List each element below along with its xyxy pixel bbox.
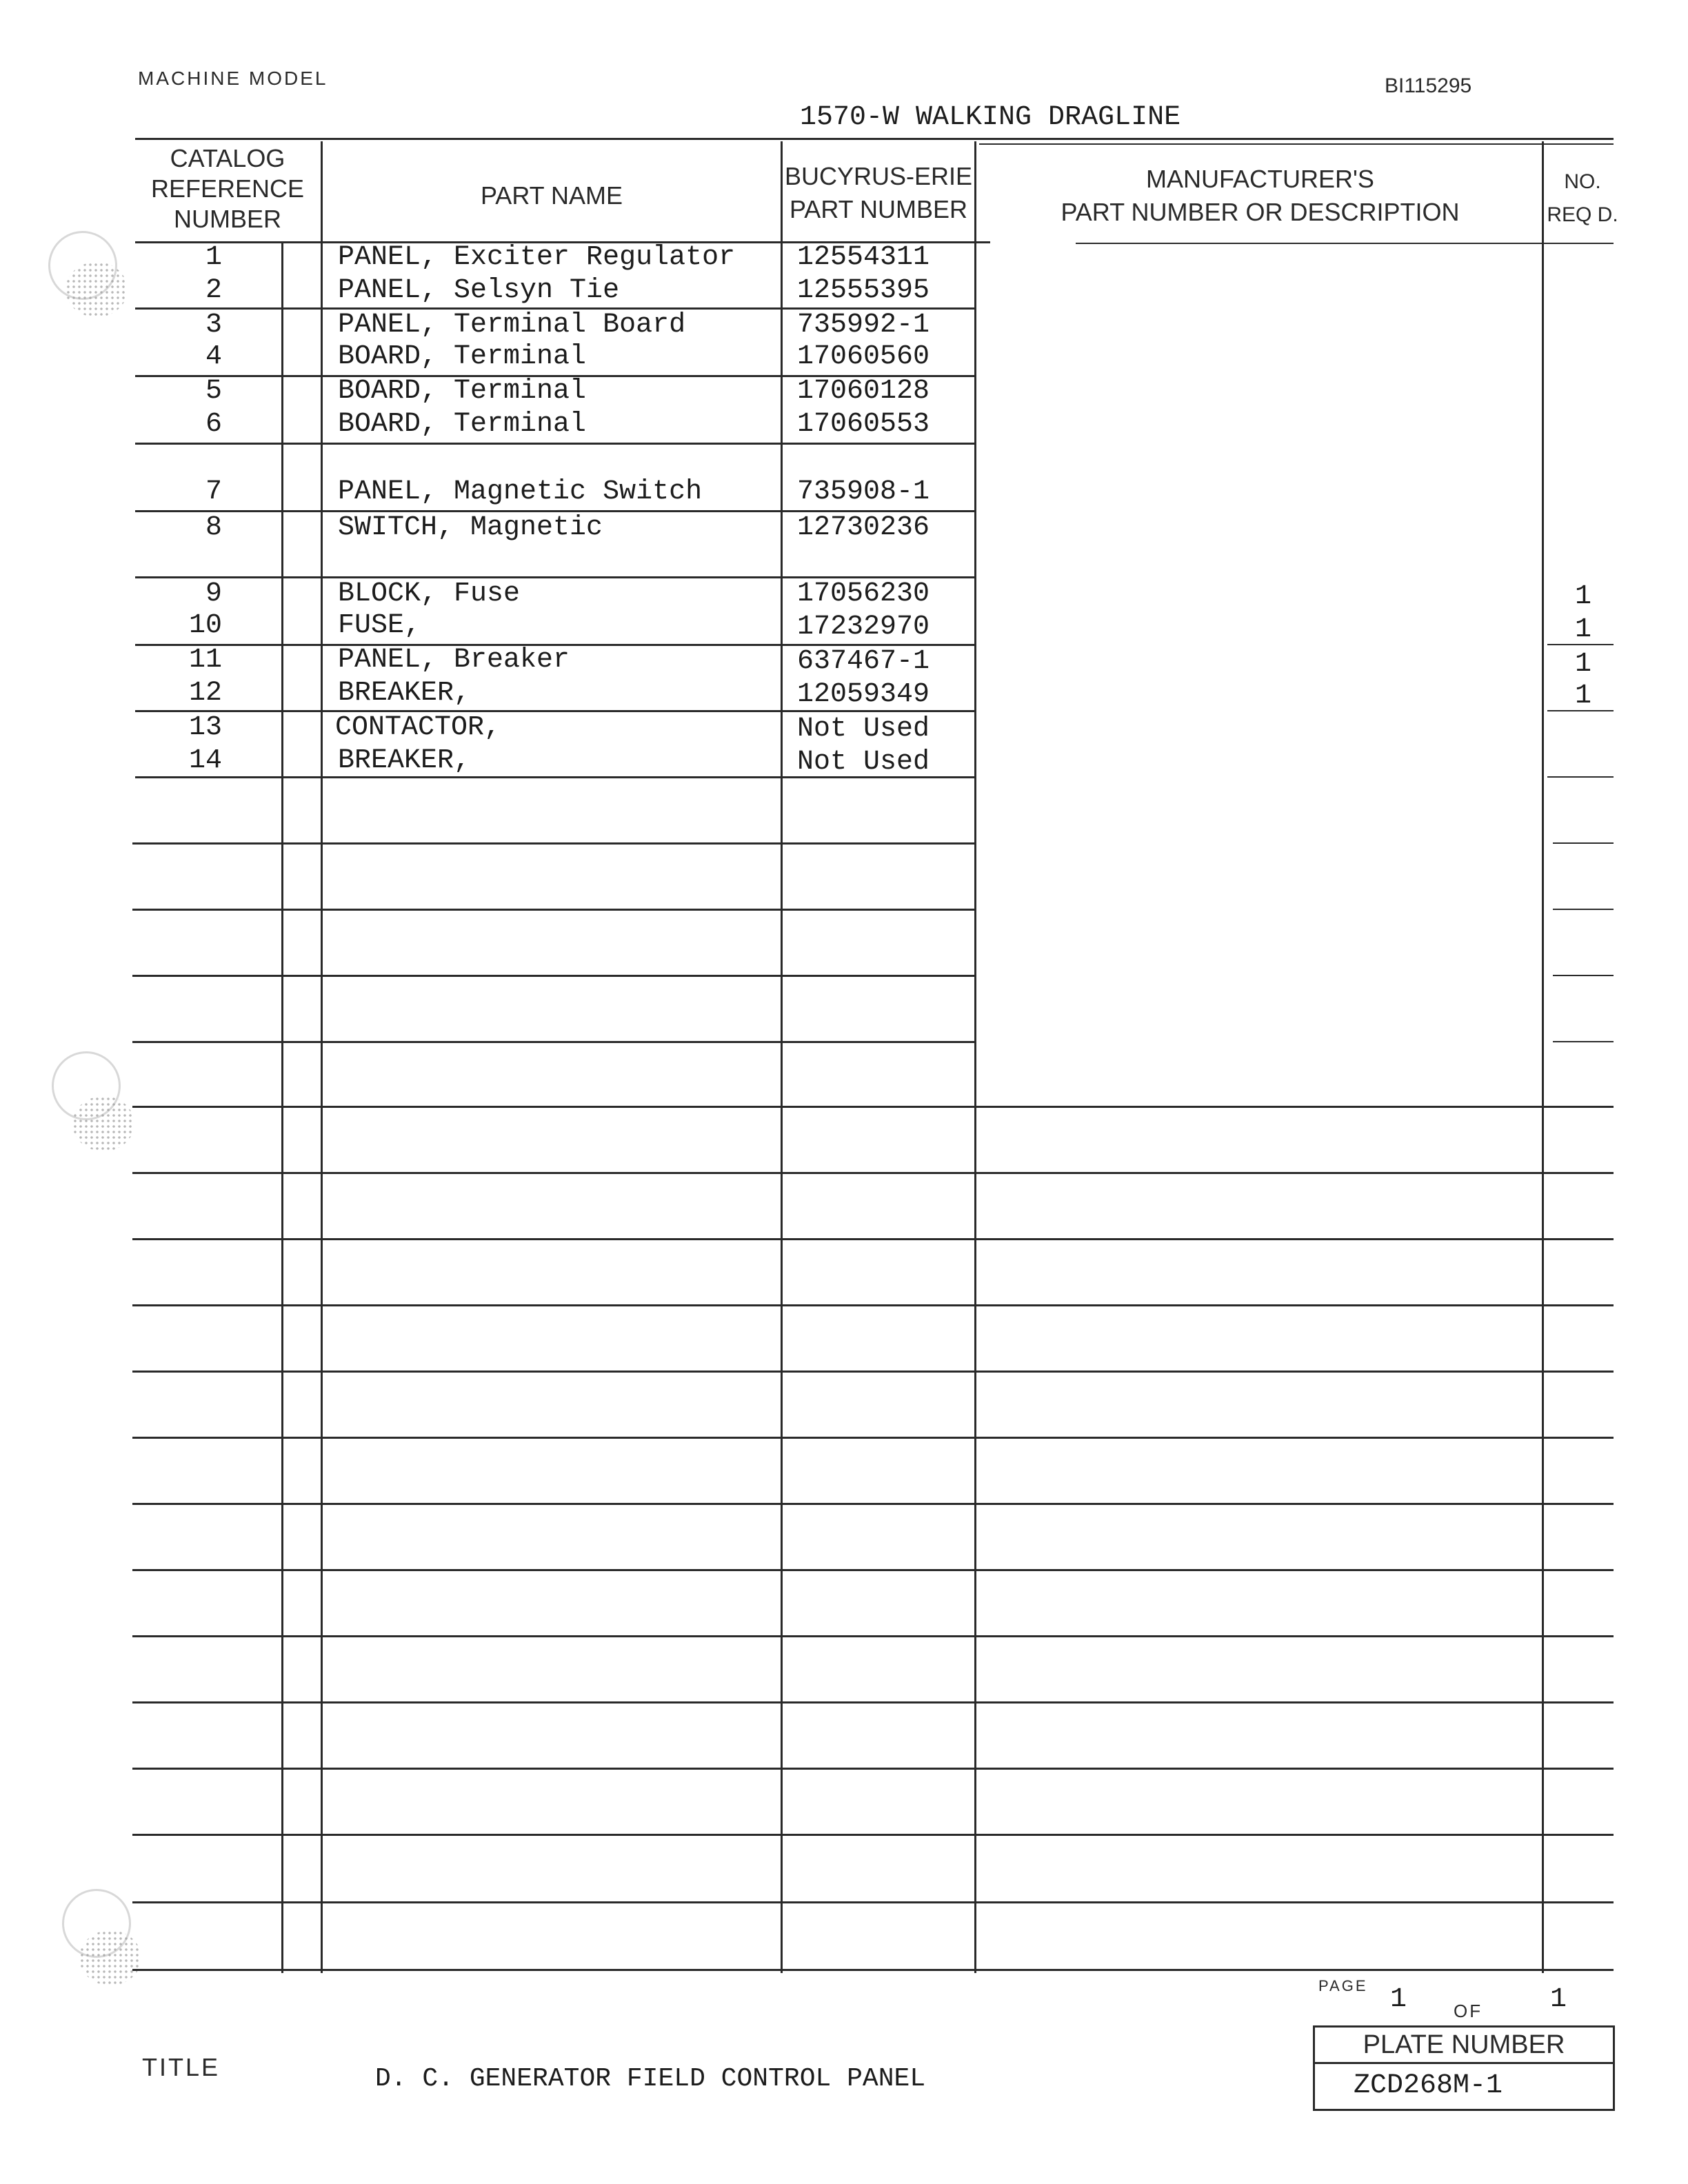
row-qty-required: 1 xyxy=(1575,581,1592,612)
row-part-name: FUSE, xyxy=(338,610,421,641)
row-part-name: BOARD, Terminal xyxy=(338,341,587,372)
row-be-part-number: 17060553 xyxy=(797,409,930,440)
row-be-part-number: 12059349 xyxy=(797,679,930,710)
row-ref: 5 xyxy=(205,376,222,407)
row-be-part-number: 17232970 xyxy=(797,611,930,643)
table-bottom-rule xyxy=(132,1969,1614,1971)
row-ref: 1 xyxy=(205,242,222,273)
row-ref: 7 xyxy=(205,476,222,507)
col-header-catalog-line3: NUMBER xyxy=(173,205,281,233)
req-rule-5 xyxy=(1553,909,1614,910)
req-rule-3 xyxy=(1547,776,1614,778)
row-qty-required: 1 xyxy=(1575,680,1592,711)
row-rule-22 xyxy=(132,1701,1614,1703)
row-part-name: CONTACTOR, xyxy=(335,712,501,743)
doc-code: BI115295 xyxy=(1385,74,1472,97)
row-rule-15 xyxy=(132,1238,1614,1240)
table-top-rule-2 xyxy=(979,143,1614,145)
col-header-be-part xyxy=(783,160,974,226)
row-rule-14 xyxy=(132,1172,1614,1174)
col-header-manufacturer-line1: MANUFACTURER'S xyxy=(1146,165,1374,193)
document-title: D. C. GENERATOR FIELD CONTROL PANEL xyxy=(375,2064,926,2094)
row-part-name: BREAKER, xyxy=(338,745,471,776)
row-be-part-number: Not Used xyxy=(797,747,930,778)
binder-hole-bottom-shadow xyxy=(79,1930,141,1985)
row-rule-23 xyxy=(132,1768,1614,1770)
row-be-part-number: 12730236 xyxy=(797,512,930,543)
plate-number-divider xyxy=(1315,2062,1613,2064)
col-header-manufacturer-line2: PART NUMBER OR DESCRIPTION xyxy=(1061,198,1460,226)
row-rule-12 xyxy=(132,1041,976,1043)
row-rule-13 xyxy=(132,1106,1614,1108)
row-ref: 12 xyxy=(188,678,222,709)
col-header-req xyxy=(1545,165,1620,232)
of-label: OF xyxy=(1454,2001,1483,2021)
row-part-name: PANEL, Exciter Regulator xyxy=(338,242,736,273)
row-rule-18 xyxy=(132,1437,1614,1439)
page-number: 1 xyxy=(1390,1984,1407,2015)
row-qty-required: 1 xyxy=(1575,649,1592,680)
col-divider-ref-header xyxy=(321,141,323,1973)
col-header-req-line2: REQ D. xyxy=(1547,203,1618,226)
row-ref: 6 xyxy=(205,409,222,440)
row-be-part-number: 12554311 xyxy=(797,242,930,273)
row-be-part-number: 12555395 xyxy=(797,275,930,306)
binder-hole-middle-shadow xyxy=(72,1096,134,1151)
req-rule-6 xyxy=(1553,975,1614,976)
col-header-manufacturer xyxy=(979,163,1541,229)
row-ref: 3 xyxy=(205,310,222,341)
row-ref: 8 xyxy=(205,512,222,543)
row-part-name: BOARD, Terminal xyxy=(338,409,587,440)
col-header-be-part-line1: BUCYRUS-ERIE xyxy=(784,162,973,190)
binder-hole-top-shadow xyxy=(66,262,128,317)
page-total: 1 xyxy=(1550,1984,1567,2015)
col-divider-ref xyxy=(281,243,283,1973)
row-be-part-number: 17056230 xyxy=(797,578,930,609)
row-part-name: PANEL, Breaker xyxy=(338,645,570,676)
row-ref: 14 xyxy=(188,745,222,776)
row-ref: 10 xyxy=(188,610,222,641)
col-divider-name xyxy=(781,141,783,1973)
col-header-catalog-line2: REFERENCE xyxy=(150,174,305,203)
row-rule-24 xyxy=(132,1834,1614,1836)
row-ref: 2 xyxy=(205,275,222,306)
row-part-name: BOARD, Terminal xyxy=(338,376,587,407)
row-rule-3 xyxy=(135,443,976,445)
row-rule-20 xyxy=(132,1569,1614,1571)
page-label: PAGE xyxy=(1318,1977,1368,1994)
table-top-rule xyxy=(135,138,1614,140)
row-qty-required: 1 xyxy=(1575,614,1592,645)
row-be-part-number: 17060560 xyxy=(797,341,930,372)
machine-model-label: MACHINE MODEL xyxy=(138,68,328,89)
machine-name: 1570-W WALKING DRAGLINE xyxy=(800,102,1181,133)
row-rule-10 xyxy=(132,909,976,911)
col-header-be-part-line2: PART NUMBER xyxy=(789,195,968,223)
row-part-name: BLOCK, Fuse xyxy=(338,578,521,609)
col-header-catalog xyxy=(138,142,317,236)
row-part-name: BREAKER, xyxy=(338,678,471,709)
plate-number-box xyxy=(1313,2025,1615,2111)
header-bottom-rule-right xyxy=(1076,243,1614,244)
req-rule-7 xyxy=(1553,1041,1614,1042)
row-rule-21 xyxy=(132,1635,1614,1637)
row-be-part-number: 735992-1 xyxy=(797,310,930,341)
row-ref: 11 xyxy=(188,645,222,676)
req-rule-4 xyxy=(1553,842,1614,844)
row-be-part-number: 735908-1 xyxy=(797,476,930,507)
col-header-req-line1: NO. xyxy=(1564,170,1601,193)
row-part-name: SWITCH, Magnetic xyxy=(338,512,603,543)
plate-number-label: PLATE NUMBER xyxy=(1363,2030,1565,2059)
col-header-catalog-line1: CATALOG xyxy=(170,144,285,172)
row-be-part-number: 17060128 xyxy=(797,376,930,407)
row-rule-17 xyxy=(132,1371,1614,1373)
row-rule-19 xyxy=(132,1503,1614,1505)
row-rule-25 xyxy=(132,1901,1614,1903)
row-be-part-number: 637467-1 xyxy=(797,646,930,677)
row-be-part-number: Not Used xyxy=(797,714,930,745)
row-ref: 4 xyxy=(205,341,222,372)
row-rule-11 xyxy=(132,975,976,977)
row-part-name: PANEL, Terminal Board xyxy=(338,310,686,341)
plate-number-value: ZCD268M-1 xyxy=(1354,2070,1503,2101)
row-rule-16 xyxy=(132,1304,1614,1306)
row-part-name: PANEL, Selsyn Tie xyxy=(338,275,620,306)
row-ref: 13 xyxy=(188,712,222,743)
title-label: TITLE xyxy=(142,2053,221,2081)
col-header-part-name: PART NAME xyxy=(480,181,623,210)
row-rule-9 xyxy=(132,842,976,845)
col-divider-part xyxy=(974,141,976,1973)
row-part-name: PANEL, Magnetic Switch xyxy=(338,476,703,507)
col-divider-mfr xyxy=(1542,141,1544,1973)
row-ref: 9 xyxy=(205,578,222,609)
